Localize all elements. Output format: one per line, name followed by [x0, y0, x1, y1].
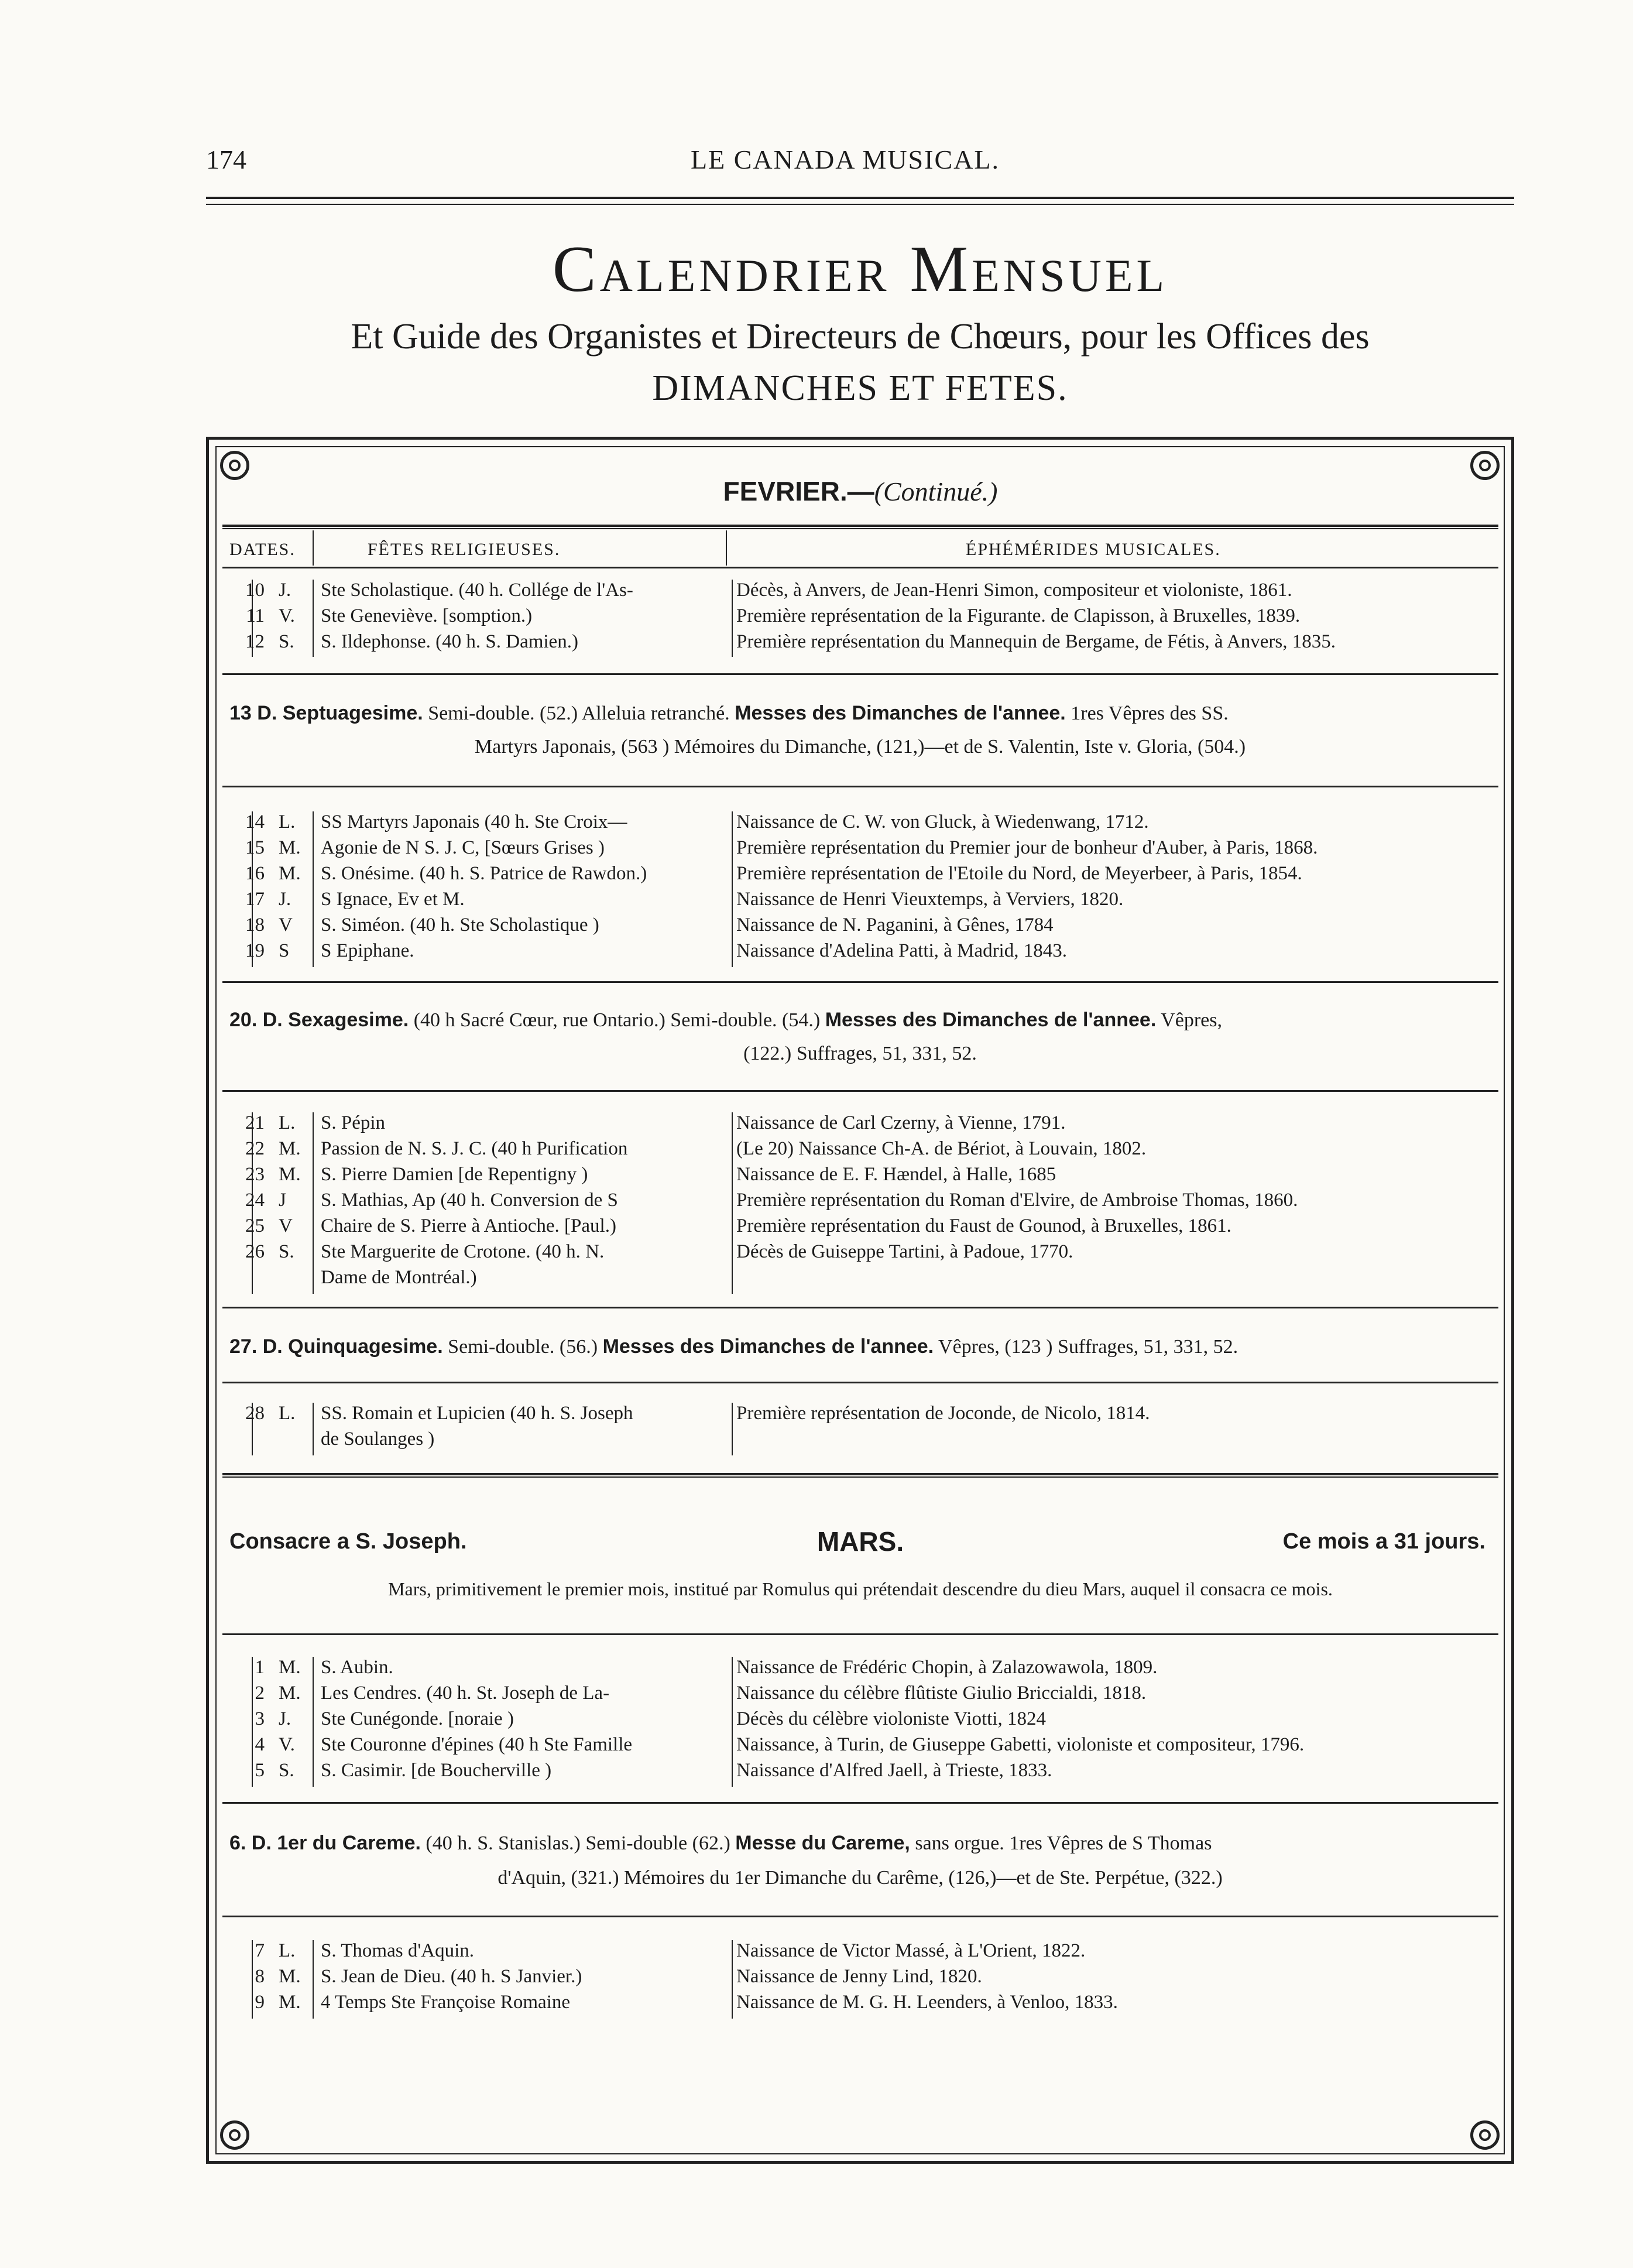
page-subtitle: Et Guide des Organistes et Directeurs de Chœurs, pour les Offices des: [351, 317, 1370, 357]
section-rule: [222, 673, 1498, 675]
calendar-row: [222, 1734, 1498, 1760]
row-weekday: V.: [279, 1734, 295, 1755]
row-date: 24: [245, 1190, 265, 1211]
row-date: 14: [245, 811, 265, 832]
header-rule: [206, 197, 1514, 205]
feast-6-line2: d'Aquin, (321.) Mémoires du 1er Dimanche du Carême, (126,)—et de Ste. Perpétue, (322.): [498, 1867, 1223, 1889]
row-fete: Ste Geneviève. [somption.): [321, 605, 533, 626]
calendar-row: [222, 580, 1498, 605]
row-ephemeride: Naissance d'Alfred Jaell, à Trieste, 1833.: [736, 1760, 1052, 1781]
row-ephemeride: Naissance d'Adelina Patti, à Madrid, 1843.: [736, 940, 1067, 961]
calendar-row: [222, 1940, 1498, 1966]
row-weekday: M.: [279, 1683, 301, 1704]
calendar-row: [222, 1190, 1498, 1215]
row-fete: SS Martyrs Japonais (40 h. Ste Croix—: [321, 811, 627, 832]
calendar-row: [222, 1683, 1498, 1708]
calendar-row: [222, 1267, 1498, 1293]
row-fete: S. Ildephonse. (40 h. S. Damien.): [321, 631, 578, 652]
calendar-row: [222, 940, 1498, 966]
row-weekday: M.: [279, 1992, 301, 2013]
calendar-row: [222, 1428, 1498, 1454]
row-fete: Dame de Montréal.): [321, 1267, 477, 1288]
row-weekday: M.: [279, 1966, 301, 1987]
section-rule: [222, 1916, 1498, 1917]
calendar-row: [222, 605, 1498, 631]
row-fete: Passion de N. S. J. C. (40 h Purification: [321, 1138, 628, 1159]
column-header-fetes: FÊTES RELIGIEUSES.: [368, 540, 561, 559]
row-weekday: M.: [279, 1138, 301, 1159]
row-weekday: M.: [279, 1657, 301, 1678]
row-date: 3: [255, 1708, 265, 1729]
section-rule: [222, 1802, 1498, 1804]
row-fete: S. Siméon. (40 h. Ste Scholastique ): [321, 914, 599, 936]
row-weekday: V.: [279, 605, 295, 626]
row-date: 28: [245, 1403, 265, 1424]
row-date: 1: [255, 1657, 265, 1678]
feast-27-line1: 27. D. Quinquagesime. Semi-double. (56.) Messes des Dimanches de l'annee. Vêpres, (123 ) Suffrages, 51, 331, 52.: [229, 1335, 1239, 1358]
page-title: Calendrier Mensuel: [552, 233, 1168, 306]
page-subtitle-2: DIMANCHES ET FETES.: [652, 368, 1068, 408]
calendar-row: [222, 1112, 1498, 1138]
row-ephemeride: Première représentation du Premier jour de bonheur d'Auber, à Paris, 1868.: [736, 837, 1318, 858]
feast-20-line2: (122.) Suffrages, 51, 331, 52.: [743, 1043, 977, 1064]
row-fete: Chaire de S. Pierre à Antioche. [Paul.): [321, 1215, 616, 1236]
row-weekday: S: [279, 940, 290, 961]
calendar-row: [222, 1164, 1498, 1190]
row-weekday: L.: [279, 1112, 296, 1133]
feast-20-line1: 20. D. Sexagesime. (40 h Sacré Cœur, rue Ontario.) Semi-double. (54.) Messes des Dimanches de l'annee. Vêpres,: [229, 1009, 1222, 1031]
row-ephemeride: Naissance de C. W. von Gluck, à Wiedenwang, 1712.: [736, 811, 1149, 832]
row-ephemeride: Naissance de N. Paganini, à Gênes, 1784: [736, 914, 1054, 936]
row-ephemeride: Première représentation du Mannequin de Bergame, de Fétis, à Anvers, 1835.: [736, 631, 1336, 652]
running-title: LE CANADA MUSICAL.: [691, 145, 1000, 174]
row-weekday: J.: [279, 580, 291, 601]
page-number: 174: [206, 145, 246, 174]
month-name: FEVRIER.: [723, 476, 848, 506]
calendar-row: [222, 1992, 1498, 2017]
row-date: 11: [246, 605, 265, 626]
row-fete: Les Cendres. (40 h. St. Joseph de La-: [321, 1683, 610, 1704]
row-ephemeride: Naissance de Henri Vieuxtemps, à Verviers, 1820.: [736, 889, 1124, 910]
row-date: 9: [255, 1992, 265, 2013]
row-weekday: J: [279, 1190, 286, 1211]
calendar-row: [222, 1708, 1498, 1734]
row-date: 2: [255, 1683, 265, 1704]
calendar-row: [222, 837, 1498, 863]
calendar-row: [222, 1966, 1498, 1992]
row-fete: Ste Scholastique. (40 h. Collége de l'As-: [321, 580, 633, 601]
row-fete: Agonie de N S. J. C, [Sœurs Grises ): [321, 837, 605, 858]
row-date: 22: [245, 1138, 265, 1159]
row-weekday: M.: [279, 837, 301, 858]
row-ephemeride: Décès du célèbre violoniste Viotti, 1824: [736, 1708, 1046, 1729]
row-date: 21: [245, 1112, 265, 1133]
row-fete: Ste Marguerite de Crotone. (40 h. N.: [321, 1241, 605, 1262]
month-heading-fevrier: [222, 475, 1498, 507]
row-ephemeride: Naissance de Victor Massé, à L'Orient, 1822.: [736, 1940, 1086, 1961]
calendar-row: [222, 1657, 1498, 1683]
row-fete: S. Jean de Dieu. (40 h. S Janvier.): [321, 1966, 582, 1987]
section-rule: [222, 1382, 1498, 1383]
row-fete: S Epiphane.: [321, 940, 414, 961]
row-weekday: L.: [279, 1940, 296, 1961]
row-fete: 4 Temps Ste Françoise Romaine: [321, 1992, 571, 2013]
row-fete: Ste Cunégonde. [noraie ): [321, 1708, 514, 1729]
row-fete: S. Mathias, Ap (40 h. Conversion de S: [321, 1190, 618, 1211]
row-date: 8: [255, 1966, 265, 1987]
row-date: 23: [245, 1164, 265, 1185]
row-date: 19: [245, 940, 265, 961]
row-weekday: V: [279, 1215, 293, 1236]
calendar-row: [222, 1138, 1498, 1164]
calendar-row: [222, 889, 1498, 914]
row-fete: S. Pépin: [321, 1112, 386, 1133]
row-ephemeride: Décès, à Anvers, de Jean-Henri Simon, compositeur et violoniste, 1861.: [736, 580, 1292, 601]
column-divider: [313, 530, 314, 566]
calendar-row: [222, 914, 1498, 940]
row-ephemeride: Première représentation du Roman d'Elvire, de Ambroise Thomas, 1860.: [736, 1190, 1298, 1211]
row-fete: S. Onésime. (40 h. S. Patrice de Rawdon.): [321, 863, 647, 884]
row-fete: S. Aubin.: [321, 1657, 393, 1678]
row-weekday: L.: [279, 811, 296, 832]
row-ephemeride: Naissance de M. G. H. Leenders, à Venloo, 1833.: [736, 1992, 1118, 2013]
section-rule: [222, 1307, 1498, 1308]
row-date: 5: [255, 1760, 265, 1781]
row-date: 4: [255, 1734, 265, 1755]
row-ephemeride: Naissance de Jenny Lind, 1820.: [736, 1966, 982, 1987]
row-fete: S. Casimir. [de Boucherville ): [321, 1760, 552, 1781]
column-header-dates: DATES.: [229, 540, 296, 559]
row-weekday: J.: [279, 1708, 291, 1729]
row-weekday: J.: [279, 889, 291, 910]
row-fete: S Ignace, Ev et M.: [321, 889, 465, 910]
row-ephemeride: Naissance du célèbre flûtiste Giulio Briccialdi, 1818.: [736, 1683, 1147, 1704]
row-date: 10: [245, 580, 265, 601]
corner-ornament-icon: [220, 2120, 249, 2150]
calendar-row: [222, 1215, 1498, 1241]
row-date: 15: [245, 837, 265, 858]
row-date: 7: [255, 1940, 265, 1961]
row-fete: SS. Romain et Lupicien (40 h. S. Joseph: [321, 1403, 633, 1424]
row-ephemeride: Naissance de Carl Czerny, à Vienne, 1791.: [736, 1112, 1066, 1133]
calendar-row: [222, 1760, 1498, 1786]
feast-13-line1: 13 D. Septuagesime. Semi-double. (52.) Alleluia retranché. Messes des Dimanches de l'annee. 1res Vêpres des SS.: [229, 702, 1229, 724]
column-divider: [726, 530, 727, 566]
calendar-row: [222, 1403, 1498, 1428]
row-date: 26: [245, 1241, 265, 1262]
month-heading-mars: MARS.: [816, 1526, 904, 1557]
row-fete: Ste Couronne d'épines (40 h Ste Famille: [321, 1734, 633, 1755]
column-header-ephemerides: ÉPHÉMÉRIDES MUSICALES.: [966, 540, 1221, 559]
month-divider-rule: [222, 1473, 1498, 1478]
calendar-row: [222, 1241, 1498, 1267]
row-weekday: M.: [279, 863, 301, 884]
row-ephemeride: Naissance de E. F. Hændel, à Halle, 1685: [736, 1164, 1056, 1185]
calendar-row: [222, 811, 1498, 837]
mars-intro: Mars, primitivement le premier mois, institué par Romulus qui prétendait descendre du dieu Mars, auquel il consacra ce mois.: [388, 1578, 1333, 1599]
feast-13-line2: Martyrs Japonais, (563 ) Mémoires du Dimanche, (121,)—et de S. Valentin, Iste v. Gloria, (504.): [474, 736, 1246, 758]
row-ephemeride: Première représentation de Joconde, de Nicolo, 1814.: [736, 1403, 1150, 1424]
row-ephemeride: (Le 20) Naissance Ch-A. de Bériot, à Louvain, 1802.: [736, 1138, 1147, 1159]
feast-6-line1: 6. D. 1er du Careme. (40 h. S. Stanislas.) Semi-double (62.) Messe du Careme, sans orgue. 1res Vêpres de S Thomas: [229, 1832, 1212, 1854]
row-date: 18: [245, 914, 265, 936]
row-fete: S. Pierre Damien [de Repentigny ): [321, 1164, 588, 1185]
row-ephemeride: Décès de Guiseppe Tartini, à Padoue, 1770.: [736, 1241, 1073, 1262]
calendar-row: [222, 631, 1498, 657]
row-ephemeride: Première représentation de la Figurante. de Clapisson, à Bruxelles, 1839.: [736, 605, 1301, 626]
row-weekday: S.: [279, 631, 294, 652]
calendar-row: [222, 863, 1498, 889]
row-weekday: S.: [279, 1241, 294, 1262]
month-note: —(Continué.): [847, 476, 998, 506]
section-rule: [222, 1090, 1498, 1092]
section-rule: [222, 786, 1498, 787]
row-ephemeride: Première représentation de l'Etoile du Nord, de Meyerbeer, à Paris, 1854.: [736, 863, 1302, 884]
section-rule: [222, 981, 1498, 983]
row-date: 17: [245, 889, 265, 910]
row-date: 25: [245, 1215, 265, 1236]
row-weekday: V: [279, 914, 293, 936]
row-ephemeride: Naissance, à Turin, de Giuseppe Gabetti, violoniste et compositeur, 1796.: [736, 1734, 1305, 1755]
row-weekday: M.: [279, 1164, 301, 1185]
row-weekday: S.: [279, 1760, 294, 1781]
mars-dedication: Consacre a S. Joseph.: [229, 1529, 467, 1554]
row-weekday: L.: [279, 1403, 296, 1424]
row-date: 16: [245, 863, 265, 884]
row-fete: S. Thomas d'Aquin.: [321, 1940, 475, 1961]
table-head-bottom-rule: [222, 567, 1498, 568]
row-ephemeride: Première représentation du Faust de Gounod, à Bruxelles, 1861.: [736, 1215, 1231, 1236]
section-rule: [222, 1633, 1498, 1635]
row-date: 12: [245, 631, 265, 652]
row-ephemeride: Naissance de Frédéric Chopin, à Zalazowawola, 1809.: [736, 1657, 1158, 1678]
table-head-rule: [222, 525, 1498, 529]
row-fete: de Soulanges ): [321, 1428, 435, 1450]
corner-ornament-icon: [1470, 2120, 1500, 2150]
mars-day-count: Ce mois a 31 jours.: [1282, 1529, 1486, 1554]
